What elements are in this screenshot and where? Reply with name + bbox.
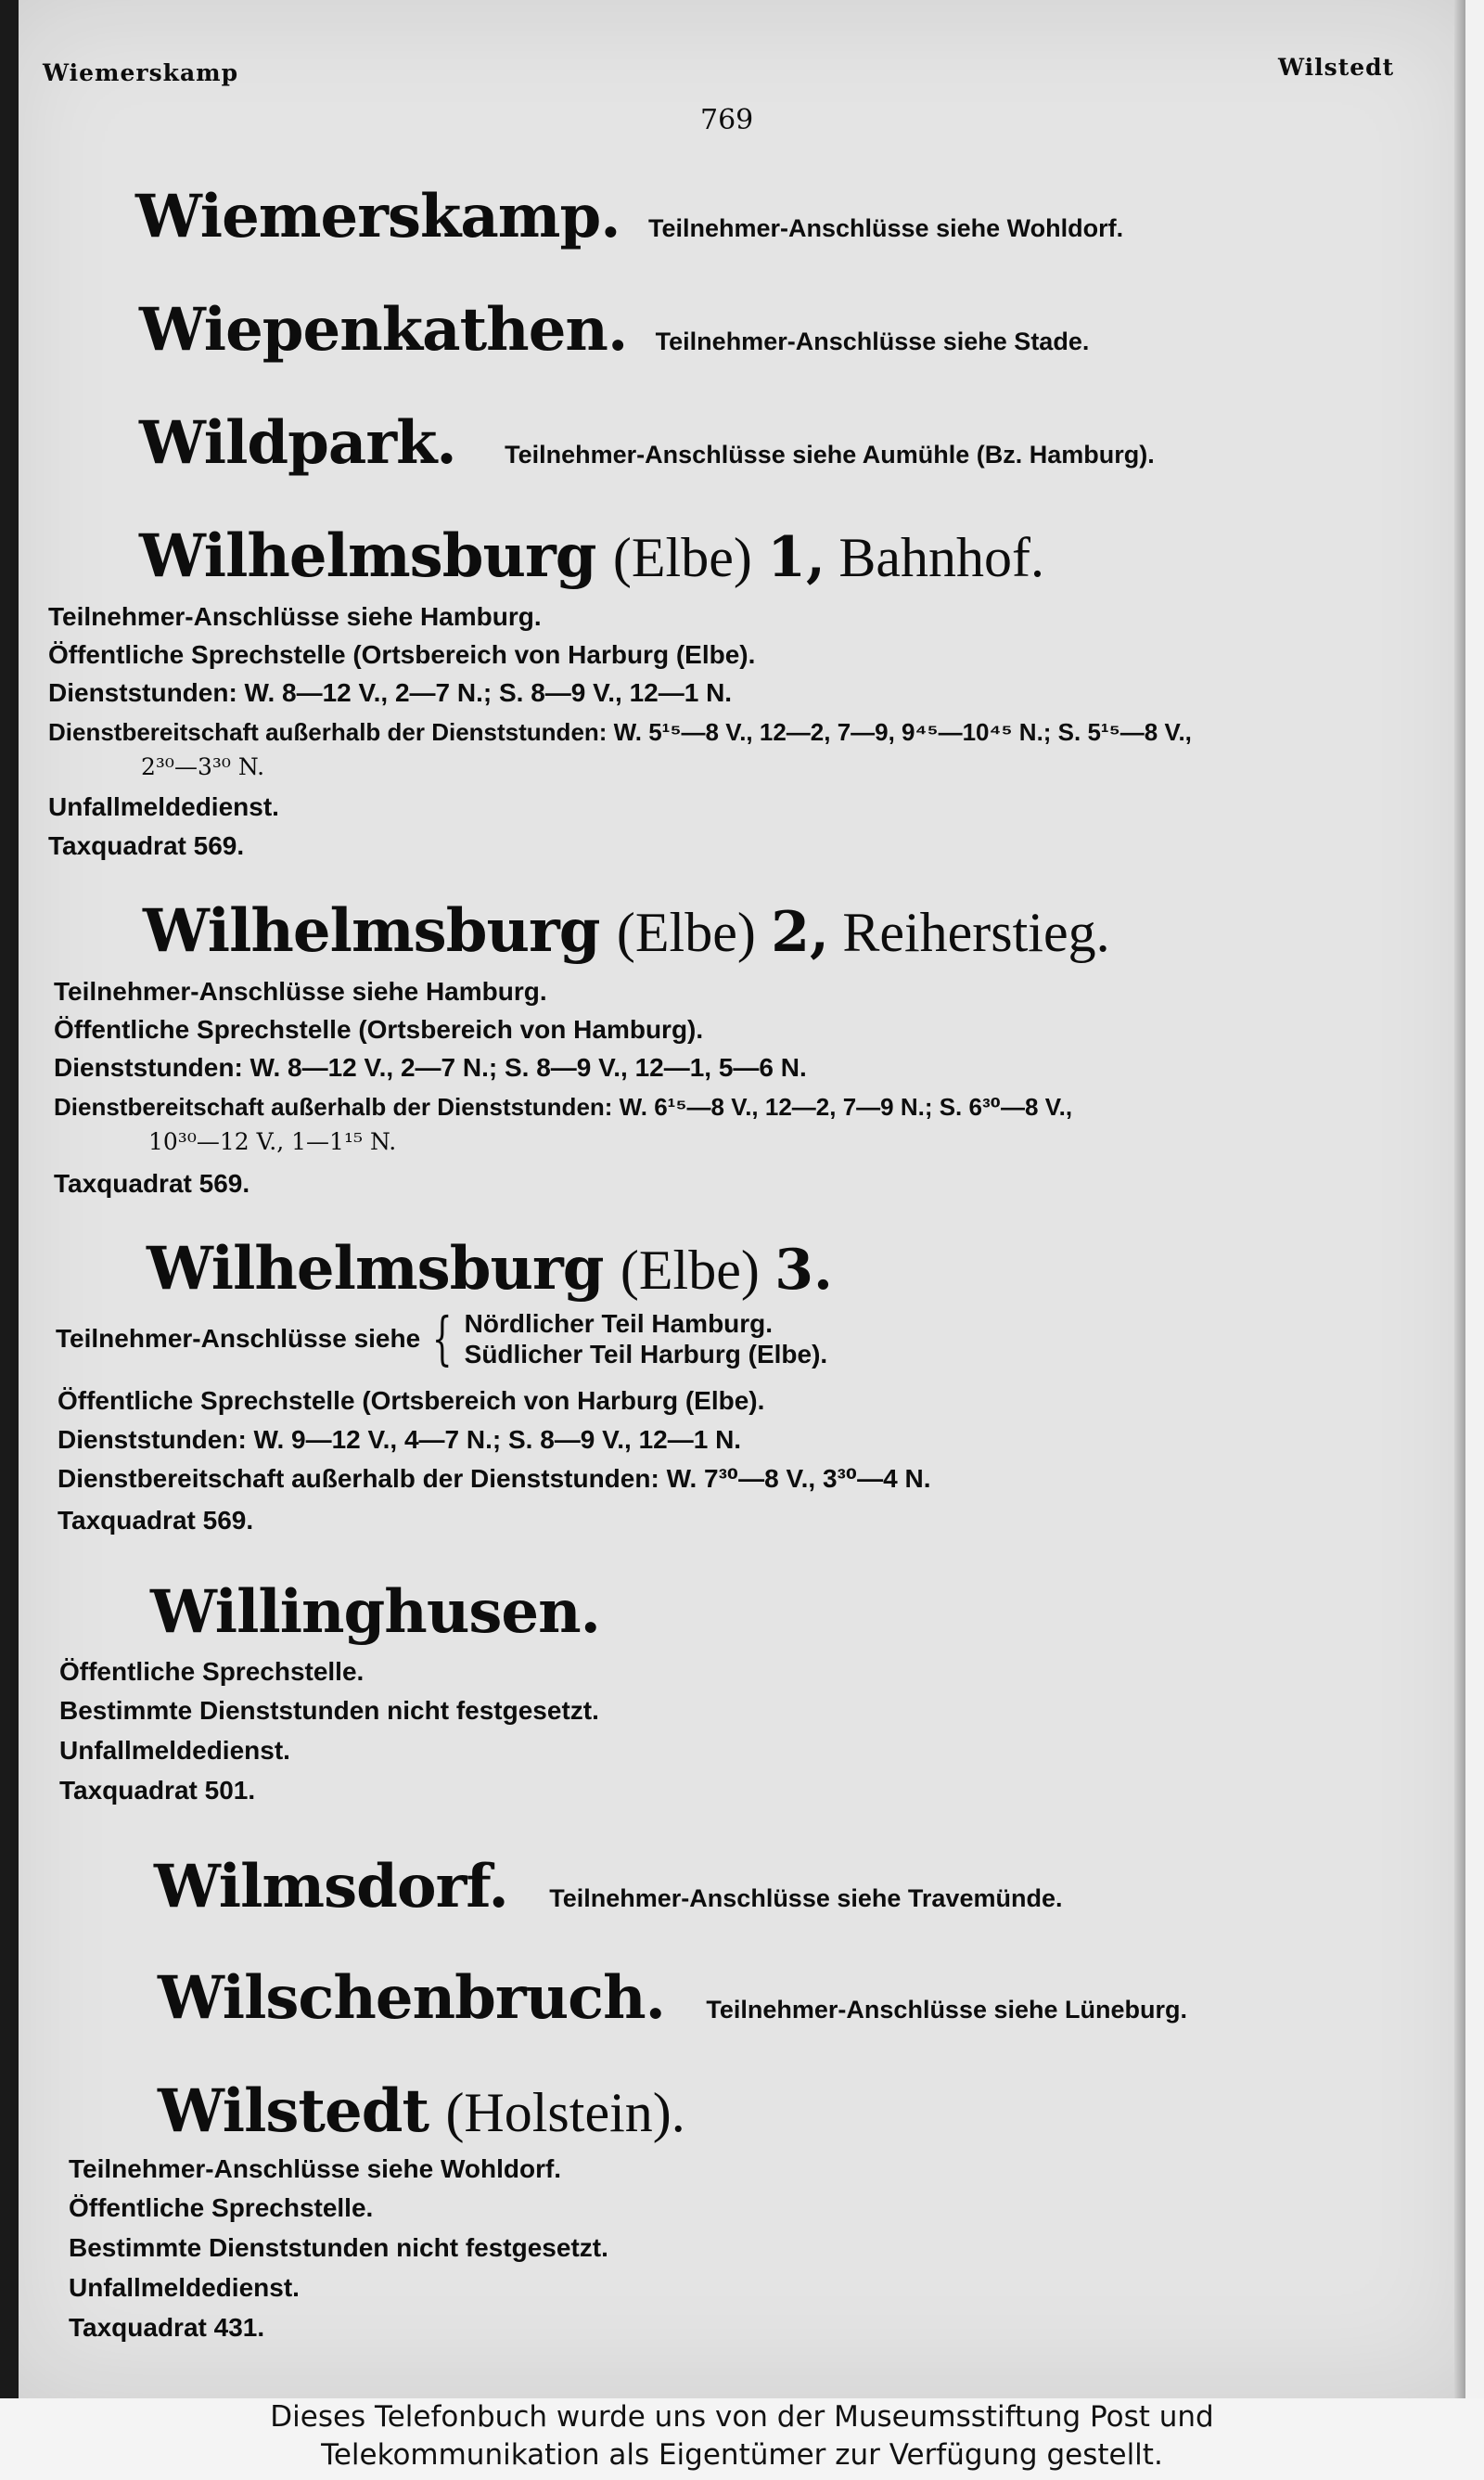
entry-qualifier: (Elbe) — [616, 902, 756, 963]
entry-wilstedt-title — [158, 2076, 685, 2146]
entry-title: Wilschenbruch. — [158, 1963, 665, 2033]
running-head-left: Wiemerskamp — [43, 59, 239, 86]
entry-wiepenkathen — [139, 295, 1090, 365]
entry-line: Taxquadrat 501. — [59, 1776, 256, 1805]
entry-line: Öffentliche Sprechstelle (Ortsbereich von Hamburg). — [54, 1015, 704, 1044]
entry-brace-reference — [56, 1304, 828, 1373]
entry-line: Unfallmeldedienst. — [69, 2273, 300, 2302]
page-edge — [1465, 0, 1484, 2398]
entry-reference: Teilnehmer-Anschlüsse siehe Stade. — [655, 328, 1090, 355]
entry-title: Wilhelmsburg — [147, 1234, 604, 1304]
entry-qualifier: (Holstein). — [445, 2082, 685, 2143]
entry-line: Taxquadrat 431. — [69, 2313, 265, 2342]
entry-number: 3. — [774, 1238, 833, 1303]
entry-title: Wilmsdorf. — [154, 1852, 508, 1921]
attribution-footer — [0, 2398, 1484, 2480]
entry-title: Wilhelmsburg — [143, 896, 600, 966]
entry-title: Wilstedt — [158, 2076, 429, 2146]
entry-line: Bestimmte Dienststunden nicht festgesetzt. — [59, 1696, 599, 1725]
entry-line: Dienstbereitschaft außerhalb der Dienststunden: W. 7³⁰—8 V., 3³⁰—4 N. — [58, 1464, 931, 1493]
entry-title: Wiemerskamp. — [135, 182, 620, 251]
entry-suffix: Reiherstieg. — [842, 902, 1110, 963]
entry-line: Taxquadrat 569. — [48, 831, 245, 860]
entry-line: Dienststunden: W. 9—12 V., 4—7 N.; S. 8—9 V., 12—1 N. — [58, 1425, 742, 1454]
entry-line: Öffentliche Sprechstelle. — [69, 2193, 374, 2222]
footer-line-1: Dieses Telefonbuch wurde uns von der Museumsstiftung Post und — [270, 2400, 1214, 2434]
entry-number: 1, — [767, 525, 825, 590]
brace-prefix: Teilnehmer-Anschlüsse siehe — [56, 1324, 421, 1354]
entry-line: Unfallmeldedienst. — [59, 1736, 290, 1765]
entry-line: Unfallmeldedienst. — [48, 792, 279, 821]
entry-line: Teilnehmer-Anschlüsse siehe Hamburg. — [54, 977, 547, 1006]
footer-line-2: Telekommunikation als Eigentümer zur Verfügung gestellt. — [321, 2438, 1163, 2472]
book-spine-shadow — [0, 0, 19, 2398]
entry-title: Willinghusen. — [150, 1577, 600, 1647]
entry-qualifier: (Elbe) — [612, 527, 752, 588]
entry-line: 10³⁰—12 V., 1—1¹⁵ N. — [148, 1128, 397, 1155]
entry-wilhelmsburg-3-title — [147, 1234, 833, 1304]
entry-line: Teilnehmer-Anschlüsse siehe Wohldorf. — [69, 2154, 562, 2183]
entry-line: Dienststunden: W. 8—12 V., 2—7 N.; S. 8—9 V., 12—1, 5—6 N. — [54, 1053, 807, 1082]
entry-title: Wiepenkathen. — [139, 295, 628, 365]
entry-number: 2, — [771, 900, 829, 965]
entry-line: Öffentliche Sprechstelle. — [59, 1657, 365, 1686]
entry-line: Dienststunden: W. 8—12 V., 2—7 N.; S. 8—9 V., 12—1 N. — [48, 678, 733, 707]
entry-wildpark — [139, 408, 1155, 478]
entry-line: Bestimmte Dienststunden nicht festgesetzt. — [69, 2233, 608, 2262]
entry-wilhelmsburg-1-title — [139, 521, 1044, 591]
entry-wilmsdorf — [154, 1852, 1063, 1921]
entry-line: Dienstbereitschaft außerhalb der Dienststunden: W. 5¹⁵—8 V., 12—2, 7—9, 9⁴⁵—10⁴⁵ N.; S. 5¹⁵—8 V., — [48, 718, 1192, 746]
entry-line: Dienstbereitschaft außerhalb der Dienststunden: W. 6¹⁵—8 V., 12—2, 7—9 N.; S. 6³⁰—8 V., — [54, 1093, 1073, 1121]
entry-line: 2³⁰—3³⁰ N. — [141, 753, 265, 780]
entry-reference: Teilnehmer-Anschlüsse siehe Lüneburg. — [706, 1996, 1188, 2024]
entry-qualifier: (Elbe) — [620, 1240, 760, 1301]
curly-brace-icon: { — [432, 1304, 453, 1373]
entry-reference: Teilnehmer-Anschlüsse siehe Wohldorf. — [647, 214, 1124, 242]
entry-suffix: Bahnhof. — [838, 527, 1044, 588]
brace-line: Nördlicher Teil Hamburg. — [464, 1309, 774, 1338]
entry-reference: Teilnehmer-Anschlüsse siehe Aumühle (Bz. Hamburg). — [505, 441, 1155, 469]
entry-line: Öffentliche Sprechstelle (Ortsbereich von Harburg (Elbe). — [48, 640, 756, 669]
running-head-right: Wilstedt — [1278, 54, 1395, 81]
entry-line: Teilnehmer-Anschlüsse siehe Hamburg. — [48, 602, 542, 631]
entry-wilschenbruch — [158, 1963, 1188, 2033]
entry-line: Öffentliche Sprechstelle (Ortsbereich von Harburg (Elbe). — [58, 1386, 765, 1415]
entry-wilhelmsburg-2-title — [143, 896, 1110, 966]
entry-title: Wilhelmsburg — [139, 521, 596, 591]
entry-willinghusen — [150, 1577, 600, 1647]
entry-line: Taxquadrat 569. — [54, 1169, 250, 1198]
entry-title: Wildpark. — [139, 408, 456, 478]
brace-line: Südlicher Teil Harburg (Elbe). — [464, 1340, 828, 1369]
page-number: 769 — [700, 104, 754, 136]
entry-wiemerskamp — [135, 182, 1124, 251]
entry-line: Taxquadrat 569. — [58, 1506, 254, 1535]
entry-reference: Teilnehmer-Anschlüsse siehe Travemünde. — [549, 1884, 1063, 1912]
